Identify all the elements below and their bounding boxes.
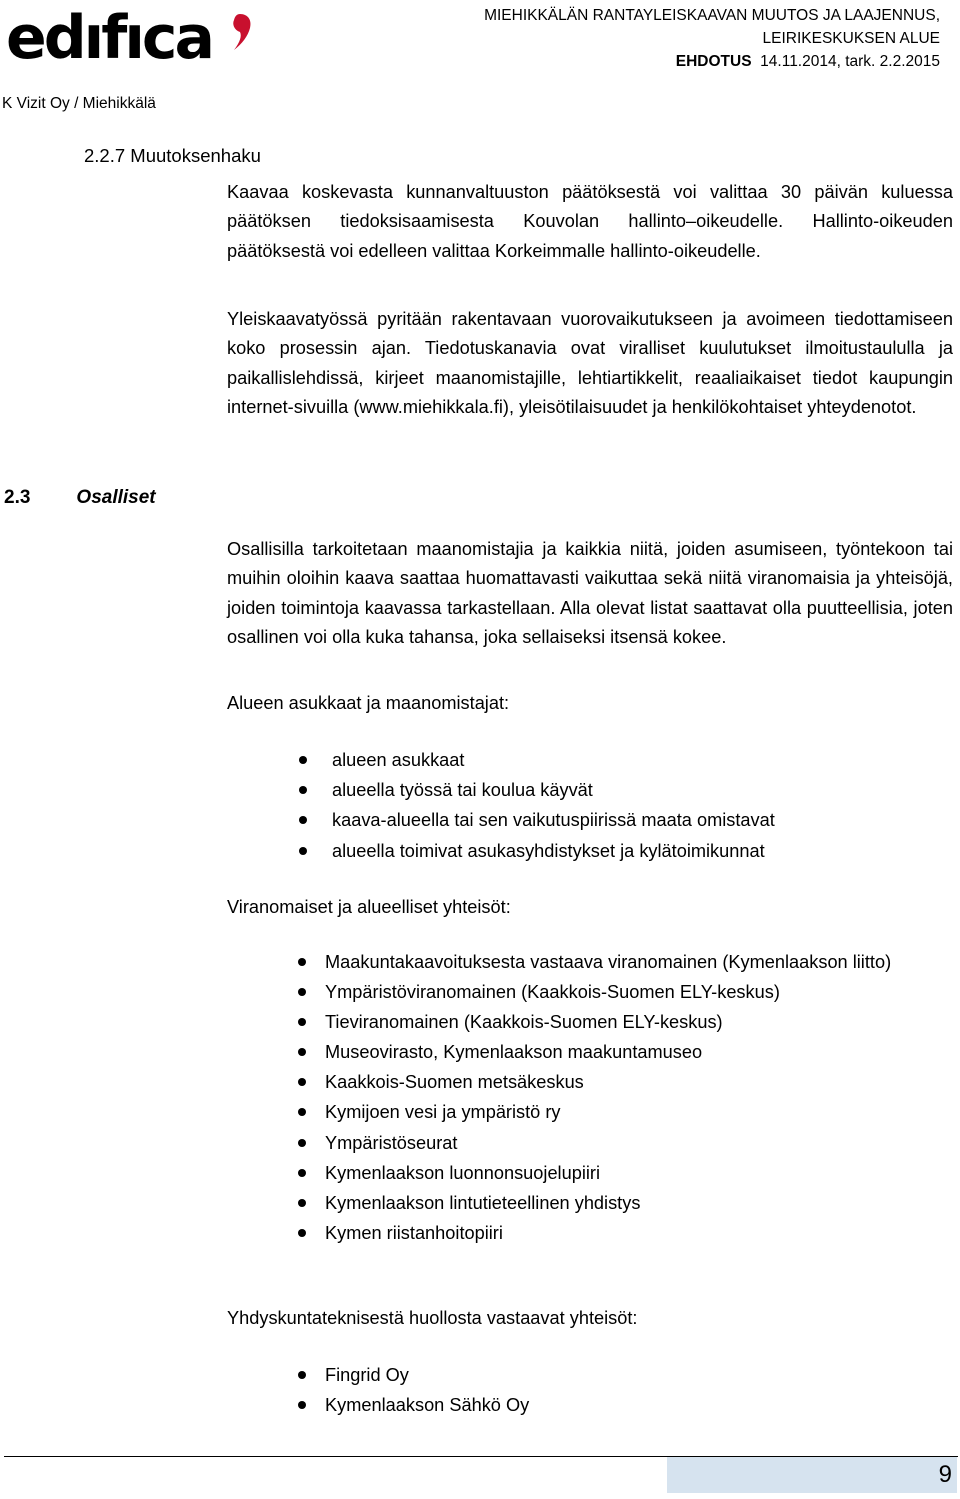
list-item: Kymijoen vesi ja ympäristö ry [325, 1097, 955, 1127]
group-title-authorities: Viranomaiset ja alueelliset yhteisöt: [227, 897, 511, 917]
list-item: kaava-alueella tai sen vaikutuspiirissä maata omistavat [332, 805, 775, 835]
logo-text: edıfıca [6, 3, 212, 73]
header-title-line1: MIEHIKKÄLÄN RANTAYLEISKAAVAN MUUTOS JA LAAJENNUS, [484, 7, 940, 24]
list-utilities [325, 1360, 529, 1420]
header-client: K Vizit Oy / Miehikkälä [2, 95, 156, 112]
list-item: Kymenlaakson luonnonsuojelupiiri [325, 1158, 955, 1188]
list-item: Ympäristöseurat [325, 1128, 955, 1158]
list-item: alueella työssä tai koulua käyvät [332, 775, 775, 805]
page-number: 9 [938, 1461, 952, 1488]
list-item: Ympäristöviranomainen (Kaakkois-Suomen ELY-keskus) [325, 977, 955, 1007]
header-draft-info [484, 50, 940, 73]
section-number: 2.3 [4, 487, 31, 508]
list-item: Kymen riistanhoitopiiri [325, 1218, 955, 1248]
list-item: alueella toimivat asukasyhdistykset ja kylätoimikunnat [332, 836, 775, 866]
list-item: Kymenlaakson lintutieteellinen yhdistys [325, 1188, 955, 1218]
paragraph-communication: Yleiskaavatyössä pyritään rakentavaan vuorovaikutukseen ja avoimeen tiedottamiseen koko prosessin ajan. Tiedotuskanavia ovat viralliset kuulutukset ilmoitustaululla ja paikallislehdissä, kirjeet maanomistajille, lehtiartikkelit, reaaliaikaiset tiedot kaupungin internet-sivuilla (www.miehikkala.fi), yleisötilaisuudet ja henkilökohtaiset yhteydenotot. [227, 309, 953, 417]
list-item: Museovirasto, Kymenlaakson maakuntamuseo [325, 1037, 955, 1067]
list-item: Maakuntakaavoituksesta vastaava viranomainen (Kymenlaakson liitto) [325, 947, 955, 977]
list-authorities [325, 947, 955, 1248]
logo-accent-icon [232, 14, 252, 50]
paragraph-appeal: Kaavaa koskevasta kunnanvaltuuston päätöksestä voi valittaa 30 päivän kuluessa päätöksen tiedoksisaamisesta Kouvolan hallinto–oikeudelle. Hallinto-oikeuden päätöksestä voi edelleen valittaa Korkeimmalle hallinto-oikeudelle. [227, 182, 953, 261]
list-item: alueen asukkaat [332, 745, 775, 775]
paragraph-stakeholders-intro: Osallisilla tarkoitetaan maanomistajia ja kaikkia niitä, joiden asumiseen, työntekoon tai muihin oloihin kaava saattaa huomattavasti vaikuttaa sekä niitä viranomaisia ja yhteisöjä, joiden toimintoja kaavassa tarkastellaan. Alla olevat listat saattavat olla puutteellisia, joten osallinen voi olla kuka tahansa, joka sellaiseksi itsensä kokee. [227, 539, 953, 647]
group-title-utilities: Yhdyskuntateknisestä huollosta vastaavat yhteisöt: [227, 1308, 638, 1328]
footer-page-box [667, 1457, 957, 1493]
list-residents [332, 745, 775, 866]
group-title-residents: Alueen asukkaat ja maanomistajat: [227, 693, 510, 713]
document-header [484, 4, 940, 73]
section-heading-227: 2.2.7 Muutoksenhaku [84, 145, 261, 166]
header-title-line2: LEIRIKESKUKSEN ALUE [762, 30, 940, 47]
list-item: Kaakkois-Suomen metsäkeskus [325, 1067, 955, 1097]
edifica-logo [6, 3, 250, 74]
list-item: Kymenlaakson Sähkö Oy [325, 1390, 529, 1420]
section-heading-23 [4, 487, 156, 509]
draft-label: EHDOTUS [675, 53, 752, 70]
list-item: Fingrid Oy [325, 1360, 529, 1390]
list-item: Tieviranomainen (Kaakkois-Suomen ELY-keskus) [325, 1007, 955, 1037]
draft-date: 14.11.2014, tark. 2.2.2015 [760, 53, 940, 70]
section-title: Osalliset [76, 487, 156, 508]
